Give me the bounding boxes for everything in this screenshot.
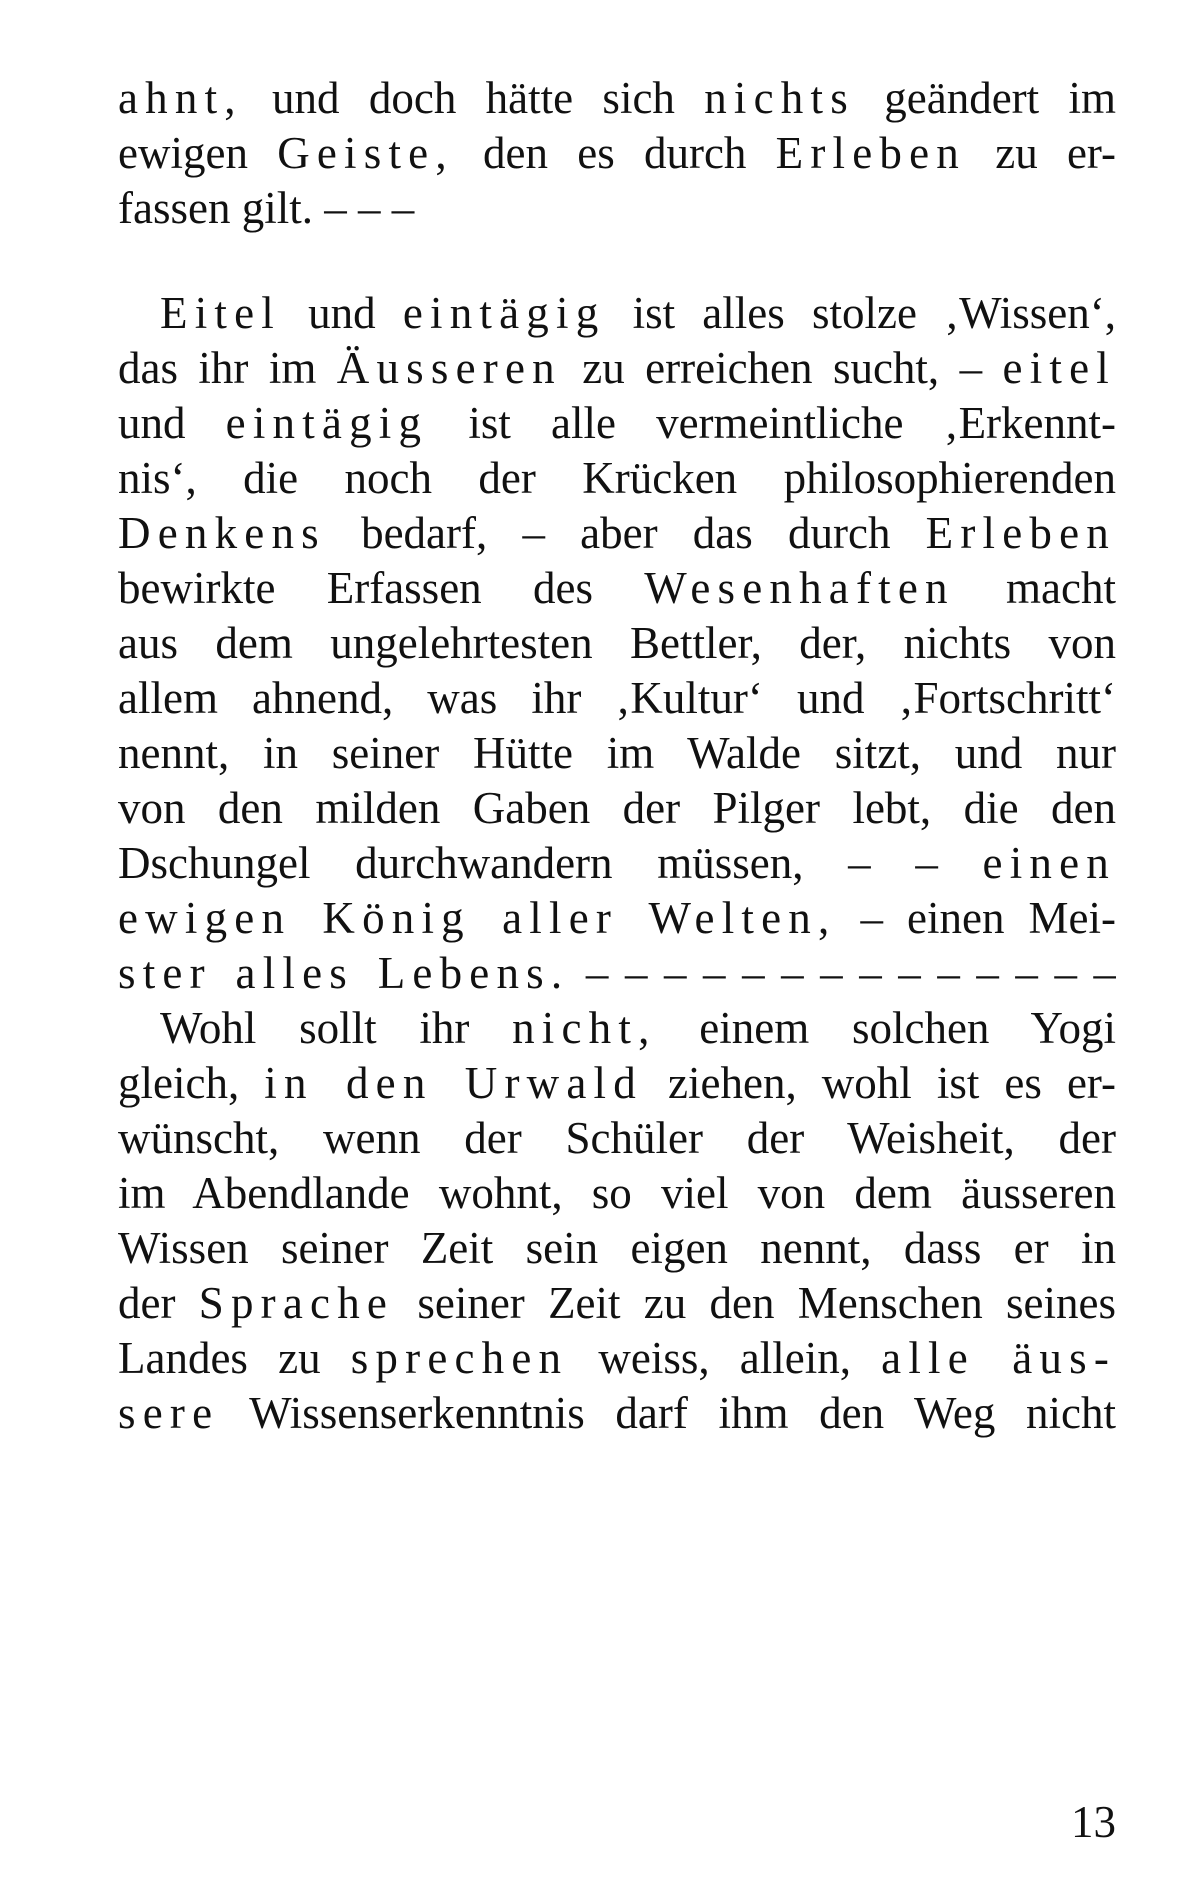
text-line xyxy=(118,723,1116,783)
text-segment: zu erreichen sucht, – xyxy=(561,343,1003,393)
spaced-emphasis-text: alle äus- xyxy=(881,1333,1116,1383)
spaced-emphasis-text: Erleben xyxy=(925,508,1116,558)
spaced-emphasis-text: Wesenhaften xyxy=(644,563,955,613)
spaced-emphasis-text: nichts xyxy=(704,73,855,123)
text-segment: ziehen, wohl ist es er- xyxy=(642,1058,1116,1108)
spaced-emphasis-text: ahnt, xyxy=(118,73,243,123)
text-segment: allem ahnend, was ihr ‚Kultur‘ und ‚Fortschritt‘ xyxy=(118,673,1116,723)
text-line xyxy=(118,448,1116,508)
text-segment: wünscht, wenn der Schüler der Weisheit, der xyxy=(118,1113,1116,1163)
text-segment: weiss, allein, xyxy=(568,1333,882,1383)
text-segment: seiner Zeit zu den Menschen seines xyxy=(394,1278,1116,1328)
text-line xyxy=(118,668,1116,728)
text-segment: und xyxy=(118,398,226,448)
text-segment: den es durch xyxy=(453,128,776,178)
text-line xyxy=(118,888,1116,948)
text-line xyxy=(118,778,1116,838)
spaced-emphasis-text: ewigen König aller Welten, xyxy=(118,893,837,943)
text-segment: das ihr im xyxy=(118,343,337,393)
spaced-emphasis-text: in den Urwald xyxy=(264,1058,643,1108)
text-line xyxy=(118,1273,1116,1333)
text-segment: ewigen xyxy=(118,128,278,178)
text-segment: gleich, xyxy=(118,1058,265,1108)
text-line xyxy=(118,1328,1116,1388)
text-segment: Wissen seiner Zeit sein eigen nennt, dass er in xyxy=(118,1223,1116,1273)
text-line xyxy=(160,283,1116,343)
text-segment: nis‘, die noch der Krücken philosophierenden xyxy=(118,453,1116,503)
text-segment: im Abendlande wohnt, so viel von dem äusseren xyxy=(118,1168,1116,1218)
text-segment: Wohl sollt ihr xyxy=(160,1003,513,1053)
text-segment: geändert im xyxy=(854,73,1116,123)
text-segment: Landes zu xyxy=(118,1333,351,1383)
text-line xyxy=(118,833,1116,893)
text-segment: aus dem ungelehrtesten Bettler, der, nichts von xyxy=(118,618,1116,668)
text-segment: bedarf, – aber das durch xyxy=(325,508,926,558)
text-line xyxy=(118,558,1116,618)
text-line xyxy=(118,1218,1116,1278)
text-line xyxy=(118,1053,1116,1113)
spaced-emphasis-text: Geiste, xyxy=(277,128,454,178)
page-number: 13 xyxy=(1071,1797,1116,1847)
text-segment: einem solchen Yogi xyxy=(656,1003,1116,1053)
spaced-emphasis-text: Eitel xyxy=(160,288,281,338)
text-segment: der xyxy=(118,1278,199,1328)
spaced-emphasis-text: eintägig xyxy=(402,288,606,338)
text-line xyxy=(118,123,1116,183)
text-line xyxy=(160,998,1116,1058)
spaced-emphasis-text: einen xyxy=(982,838,1116,888)
spaced-emphasis-text: eintägig xyxy=(225,398,429,448)
text-line xyxy=(118,503,1116,563)
spaced-emphasis-text: ster alles Lebens. xyxy=(118,948,570,998)
text-segment: – – – – – – – – – – – – – – xyxy=(569,948,1116,998)
text-segment: zu er- xyxy=(966,128,1116,178)
text-line xyxy=(118,613,1116,673)
spaced-emphasis-text: Erleben xyxy=(775,128,966,178)
text-line xyxy=(118,1108,1116,1168)
spaced-emphasis-text: Denkens xyxy=(118,508,326,558)
text-segment: macht xyxy=(954,563,1116,613)
text-line xyxy=(118,393,1116,453)
text-line xyxy=(118,338,1116,398)
text-line xyxy=(118,178,1116,238)
text-segment: und xyxy=(280,288,403,338)
text-segment: ist alles stolze ‚Wissen‘, xyxy=(605,288,1116,338)
text-segment: – einen Mei- xyxy=(836,893,1116,943)
text-segment: fassen gilt. – – – xyxy=(118,183,415,233)
text-segment: und doch hätte sich xyxy=(242,73,705,123)
text-segment: von den milden Gaben der Pilger lebt, die den xyxy=(118,783,1116,833)
text-line xyxy=(118,1383,1116,1443)
text-line xyxy=(118,943,1116,1003)
spaced-emphasis-text: sere xyxy=(118,1388,220,1438)
spaced-emphasis-text: Sprache xyxy=(198,1278,395,1328)
text-line xyxy=(118,1163,1116,1223)
spaced-emphasis-text: Äusseren xyxy=(336,343,562,393)
text-segment: bewirkte Erfassen des xyxy=(118,563,645,613)
text-segment: Wissenserkenntnis darf ihm den Weg nicht xyxy=(219,1388,1116,1438)
text-segment: nennt, in seiner Hütte im Walde sitzt, und nur xyxy=(118,728,1116,778)
spaced-emphasis-text: nicht, xyxy=(512,1003,657,1053)
text-segment: ist alle vermeintliche ‚Erkennt- xyxy=(428,398,1116,448)
spaced-emphasis-text: sprechen xyxy=(350,1333,569,1383)
text-segment: Dschungel durchwandern müssen, – – xyxy=(118,838,983,888)
spaced-emphasis-text: eitel xyxy=(1002,343,1116,393)
text-line xyxy=(118,68,1116,128)
